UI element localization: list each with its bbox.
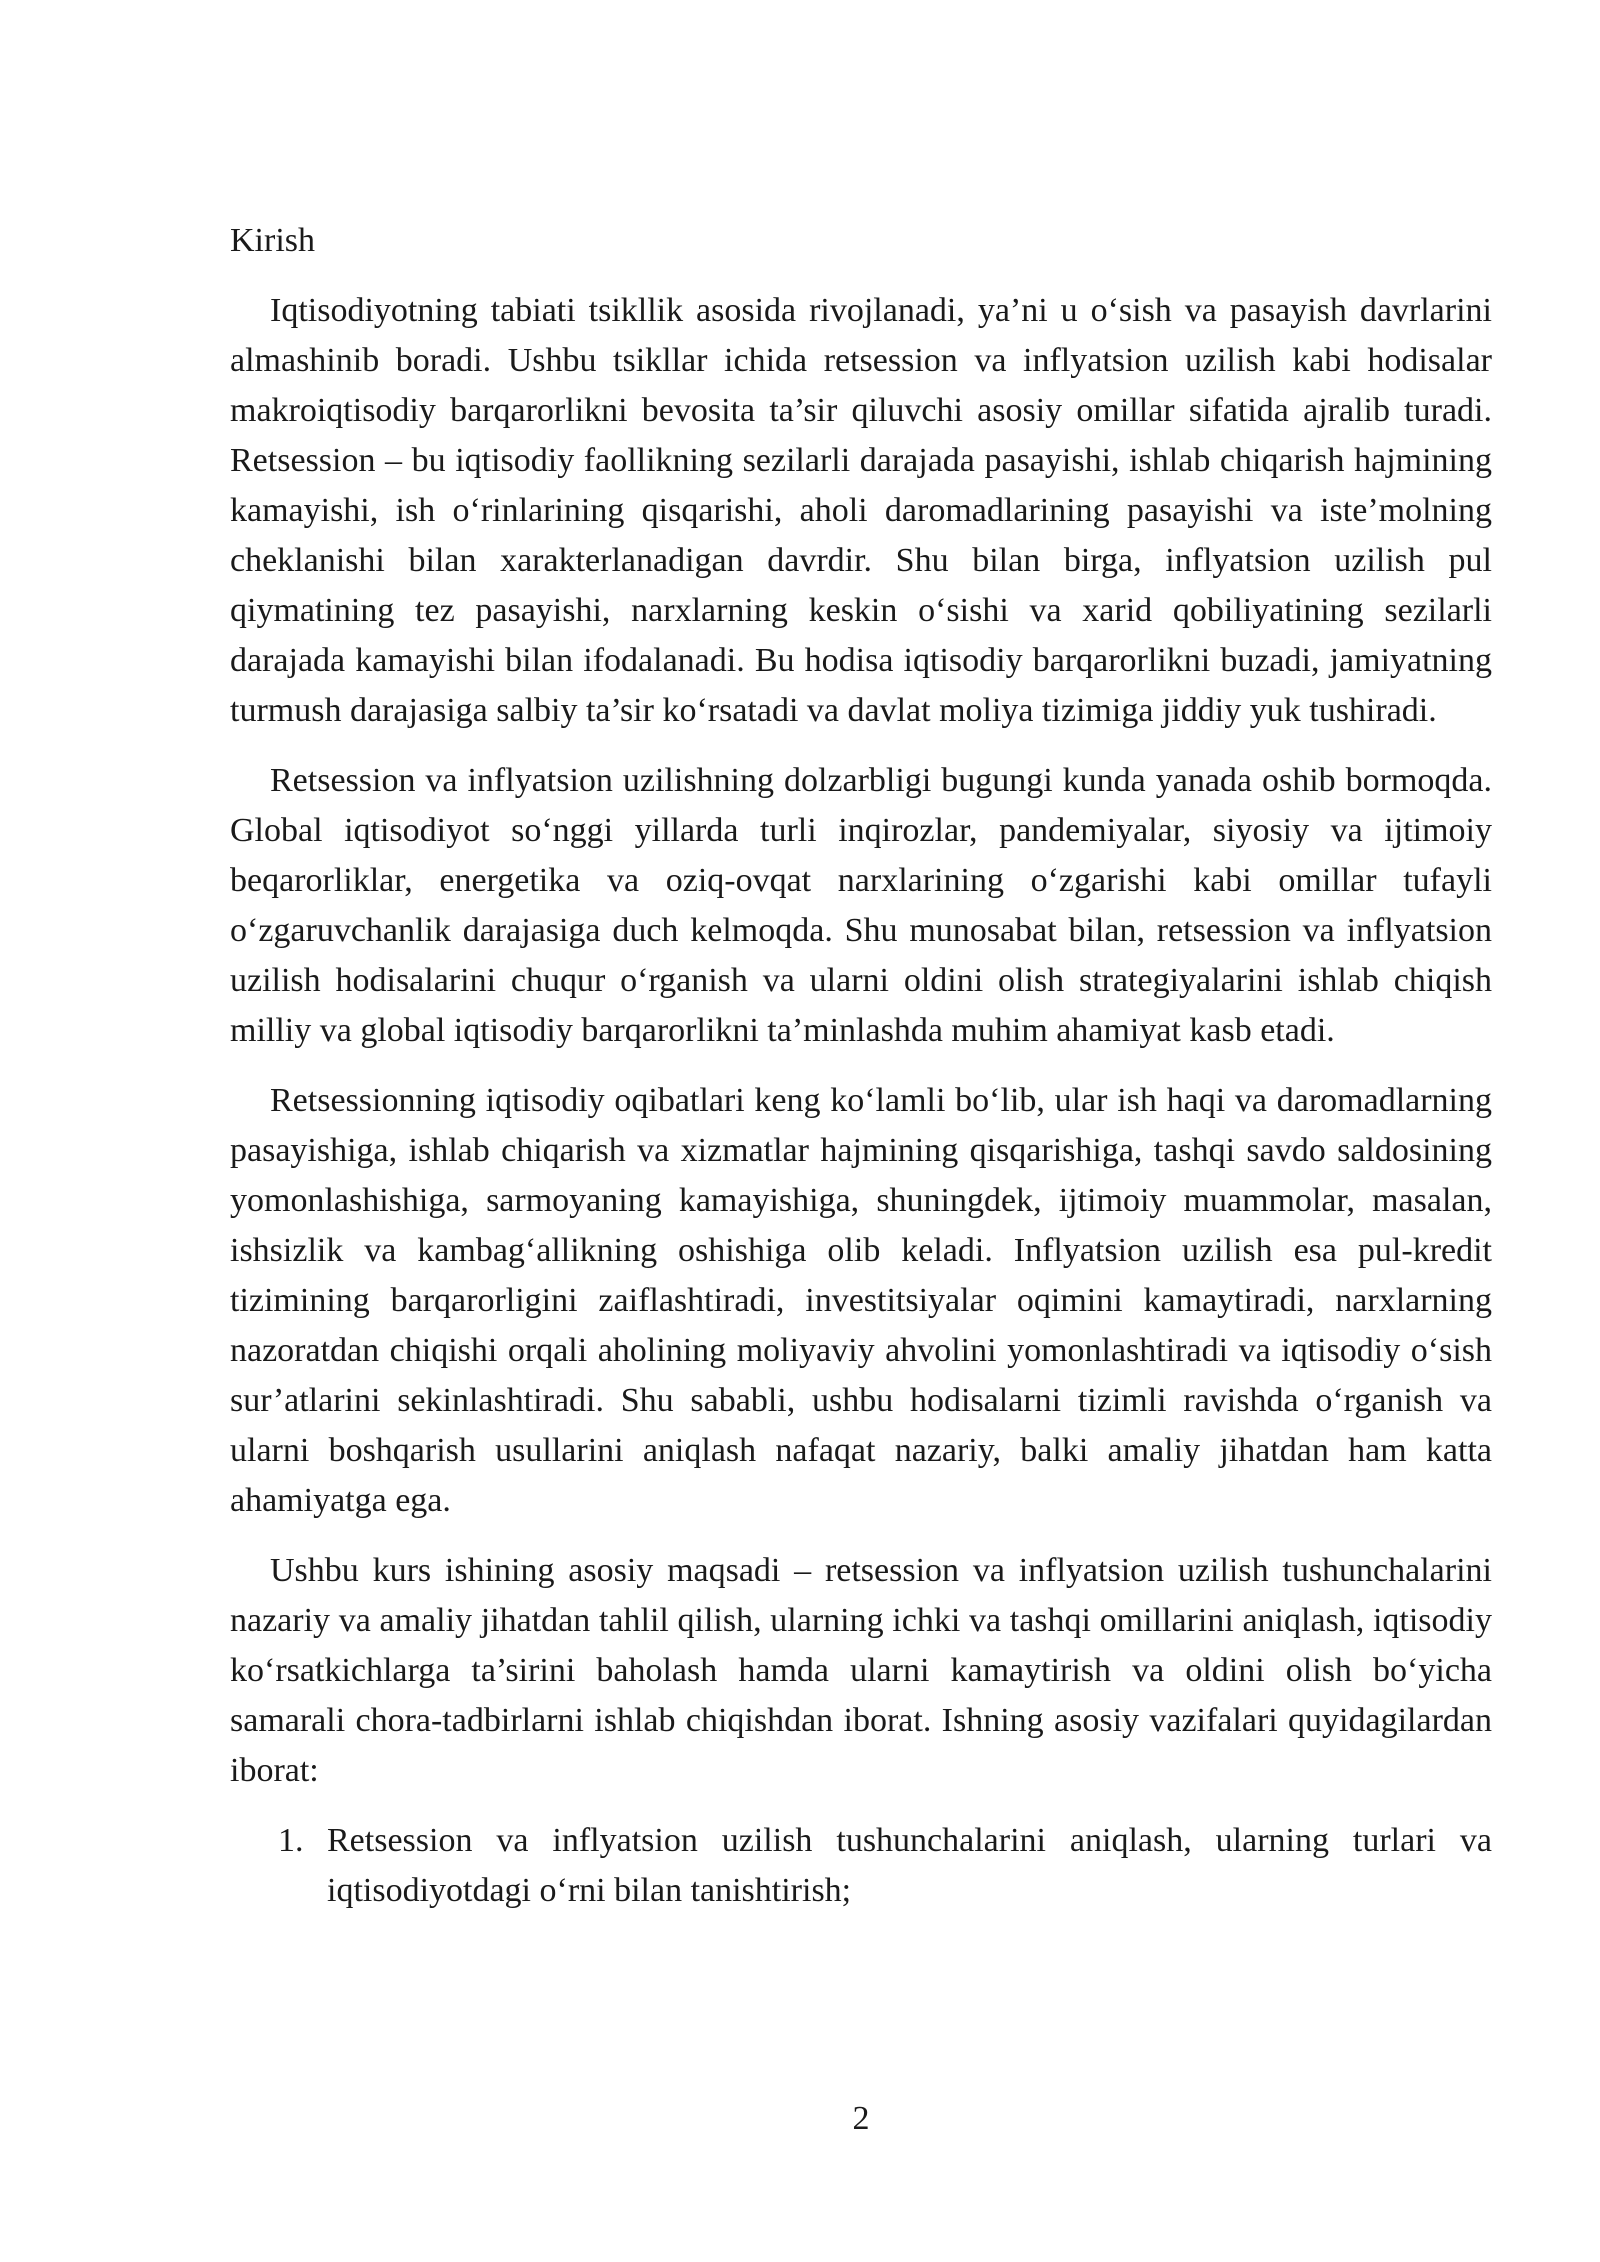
section-heading: Kirish (230, 222, 315, 259)
page-number: 2 (852, 2100, 870, 2137)
paragraph-1: Iqtisodiyotning tabiati tsikllik asosida rivojlanadi, ya’ni u o‘sish va pasayish davrlarini almashinib boradi. Ushbu tsikllar ichida retsession va inflyatsion uzilish kabi hodisalar makroiqtisodiy barqarorlikni bevosita ta’sir qiluvchi asosiy omillar sifatida ajralib turadi. Retsession – bu iqtisodiy faollikning sezilarli darajada pasayishi, ishlab chiqarish hajmining kamayishi, ish o‘rinlarining qisqarishi, aholi daromadlarining pasayishi va iste’molning cheklanishi bilan xarakterlanadigan davrdir. Shu bilan birga, inflyatsion uzilish pul qiymatining tez pasayishi, narxlarning keskin o‘sishi va xarid qobiliyatining sezilarli darajada kamayishi bilan ifodalanadi. Bu hodisa iqtisodiy barqarorlikni buzadi, jamiyatning turmush darajasiga salbiy ta’sir ko‘rsatadi va davlat moliya tizimiga jiddiy yuk tushiradi. (230, 292, 1492, 729)
paragraph-4: Ushbu kurs ishining asosiy maqsadi – retsession va inflyatsion uzilish tushunchalarini nazariy va amaliy jihatdan tahlil qilish, ularning ichki va tashqi omillarini aniqlash, iqtisodiy ko‘rsatkichlarga ta’sirini baholash hamda ularni kamaytirish va oldini olish bo‘yicha samarali chora-tadbirlarni ishlab chiqishdan iborat. Ishning asosiy vazifalari quyidagilardan iborat: (230, 1552, 1492, 1789)
list-item (230, 1816, 1492, 1916)
paragraph-3: Retsessionning iqtisodiy oqibatlari keng ko‘lamli bo‘lib, ular ish haqi va daromadlarning pasayishiga, ishlab chiqarish va xizmatlar hajmining qisqarishiga, tashqi savdo saldosining yomonlashishiga, sarmoyaning kamayishiga, shuningdek, ijtimoiy muammolar, masalan, ishsizlik va kambag‘allikning oshishiga olib keladi. Inflyatsion uzilish esa pul-kredit tizimining barqarorligini zaiflashtiradi, investitsiyalar oqimini kamaytiradi, narxlarning nazoratdan chiqishi orqali aholining moliyaviy ahvolini yomonlashtiradi va iqtisodiy o‘sish sur’atlarini sekinlashtiradi. Shu sababli, ushbu hodisalarni tizimli ravishda o‘rganish va ularni boshqarish usullarini aniqlash nafaqat nazariy, balki amaliy jihatdan ham katta ahamiyatga ega. (230, 1082, 1492, 1519)
list-item-text: Retsession va inflyatsion uzilish tushunchalarini aniqlash, ularning turlari va iqtisodiyotdagi o‘rni bilan tanishtirish; (327, 1822, 1492, 1909)
list-item-number: 1. (278, 1822, 304, 1859)
page-content (230, 216, 1492, 1916)
paragraph-2: Retsession va inflyatsion uzilishning dolzarbligi bugungi kunda yanada oshib bormoqda. Global iqtisodiyot so‘nggi yillarda turli inqirozlar, pandemiyalar, siyosiy va ijtimoiy beqarorliklar, energetika va oziq-ovqat narxlarining o‘zgarishi kabi omillar tufayli o‘zgaruvchanlik darajasiga duch kelmoqda. Shu munosabat bilan, retsession va inflyatsion uzilish hodisalarini chuqur o‘rganish va ularni oldini olish strategiyalarini ishlab chiqish milliy va global iqtisodiy barqarorlikni ta’minlashda muhim ahamiyat kasb etadi. (230, 762, 1492, 1049)
tasks-list (230, 1816, 1492, 1916)
